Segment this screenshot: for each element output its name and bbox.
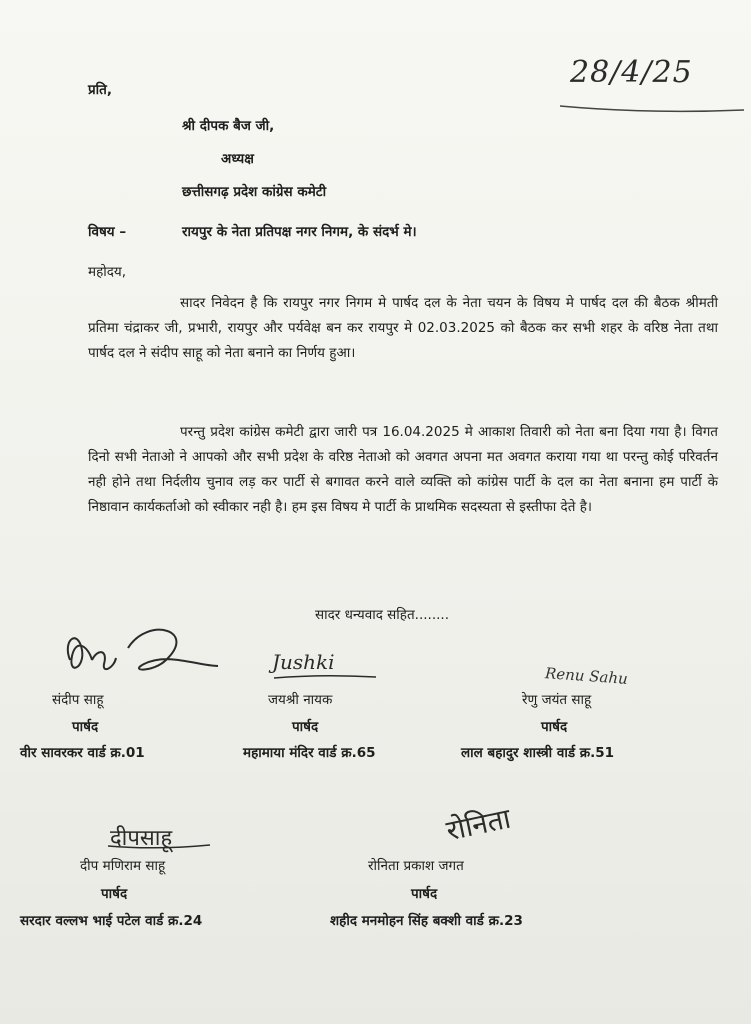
prati-label: प्रति, (88, 82, 113, 98)
signatory-1-role: पार्षद (72, 719, 99, 735)
signatory-4-ward: सरदार वल्लभ भाई पटेल वार्ड क्र.24 (20, 913, 203, 929)
subject-text: रायपुर के नेता प्रतिपक्ष नगर निगम, के संदर्भ मे। (182, 224, 417, 240)
signature-4: दीपसाहू (110, 826, 173, 851)
signatory-5-name: रोनिता प्रकाश जगत (368, 858, 464, 874)
signature-2-underline (272, 672, 382, 682)
signatory-5-role: पार्षद (411, 886, 438, 902)
body-paragraph-2: परन्तु प्रदेश कांग्रेस कमेटी द्वारा जारी पत्र 16.04.2025 मे आकाश तिवारी को नेता बना दिया गया है। विगत दिनो सभी नेताओ ने आपको और सभी प्रदेश के वरिष्ठ नेताओ को अवगत अपना मत अवगत कराया गया था परन्तु कोई परिवर्तन नही होने तथा निर्दलीय चुनाव लड़ कर पार्टी से बगावत करने वाले व्यक्ति को कांग्रेस पार्टी के दल का नेता बनाना हम पार्टी के निष्ठावान कार्यकर्ताओ को स्वीकार नही है। हम इस विषय मे पार्टी के प्राथमिक सदस्यता से इस्तीफा देते है। (88, 424, 718, 515)
signature-1 (58, 620, 228, 685)
salutation: महोदय, (88, 264, 127, 280)
recipient-org: छत्तीसगढ़ प्रदेश कांग्रेस कमेटी (182, 184, 327, 200)
handwritten-date: 28/4/25 (570, 55, 693, 90)
signatory-5-ward: शहीद मनमोहन सिंह बक्शी वार्ड क्र.23 (330, 913, 523, 929)
signatory-3-ward: लाल बहादुर शास्त्री वार्ड क्र.51 (461, 745, 615, 761)
signature-3: Renu Sahu (544, 664, 629, 688)
signature-5: रोनिता (443, 801, 514, 848)
signature-2: Jushki (272, 650, 335, 674)
signatory-1-ward: वीर सावरकर वार्ड क्र.01 (20, 745, 145, 761)
signatory-2-role: पार्षद (292, 719, 319, 735)
signatory-3-role: पार्षद (541, 719, 568, 735)
date-underline (558, 100, 748, 116)
signatory-2-ward: महामाया मंदिर वार्ड क्र.65 (243, 745, 376, 761)
signatory-1-name: संदीप साहू (52, 692, 104, 708)
closing-line: सादर धन्यवाद सहित........ (315, 607, 449, 623)
body-paragraph-1: सादर निवेदन है कि रायपुर नगर निगम मे पार्षद दल के नेता चयन के विषय मे पार्षद दल की बैठक श्रीमती प्रतिमा चंद्राकर जी, प्रभारी, रायपुर और पर्यवेक्ष बन कर रायपुर मे 02.03.2025 को बैठक कर सभी शहर के वरिष्ठ नेता तथा पार्षद दल ने संदीप साहू को नेता बनाने का निर्णय हुआ। (88, 295, 718, 361)
recipient-name: श्री दीपक बैज जी, (182, 118, 275, 134)
signatory-2-name: जयश्री नायक (268, 692, 333, 708)
recipient-title: अध्यक्ष (221, 151, 254, 167)
subject-label: विषय – (88, 224, 127, 240)
signatory-3-name: रेणु जयंत साहू (522, 692, 592, 708)
signature-4-underline (106, 842, 216, 852)
signatory-4-name: दीप मणिराम साहू (80, 858, 166, 874)
signatory-4-role: पार्षद (101, 886, 128, 902)
